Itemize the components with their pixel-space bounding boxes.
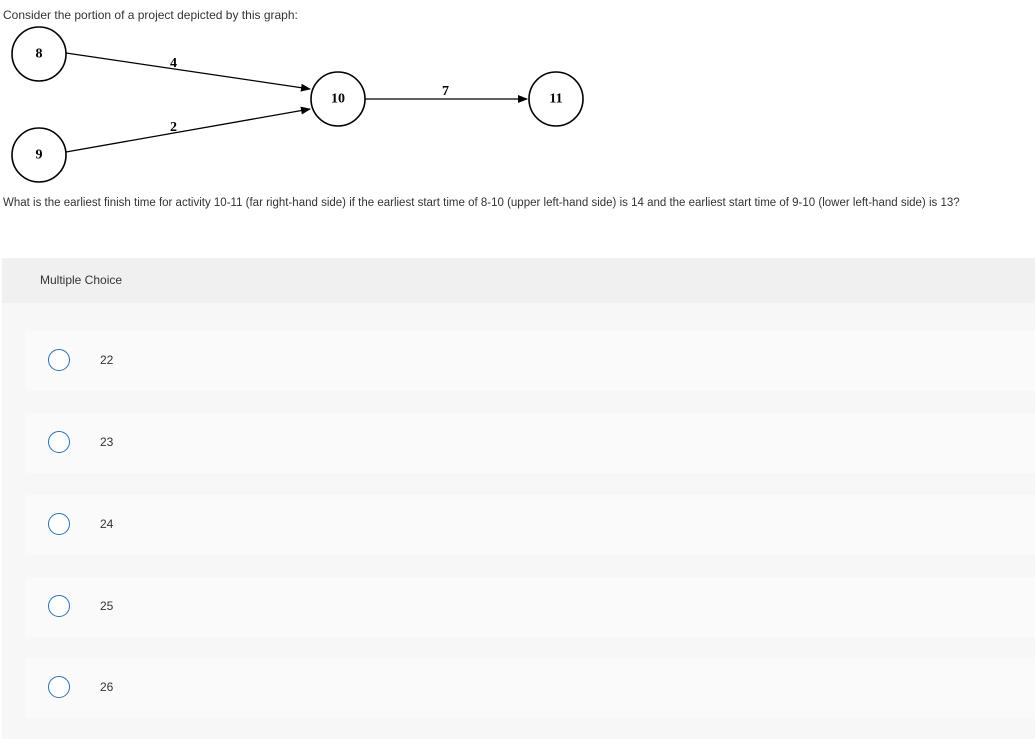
choice-label: 24 — [100, 517, 114, 531]
choice-label: 25 — [100, 599, 114, 613]
choice-option-25[interactable] — [25, 577, 1035, 637]
question-text: What is the earliest finish time for activity 10-11 (far right-hand side) if the earliest start time of 8-10 (upper left-hand side) is 14 and the earliest start time of 9-10 (lower left-hand side) is 13? — [3, 197, 960, 209]
radio-button-icon[interactable] — [48, 513, 70, 535]
node-9-label: 9 — [35, 147, 43, 163]
node-11-label: 11 — [549, 91, 563, 107]
node-11 — [529, 72, 583, 126]
edge-9-10 — [66, 109, 310, 152]
radio-button-icon[interactable] — [48, 349, 70, 371]
edge-8-10-duration: 4 — [170, 56, 177, 71]
multiple-choice-panel — [2, 258, 1035, 739]
choice-label: 23 — [100, 435, 114, 449]
choice-option-24[interactable] — [25, 495, 1035, 555]
node-8-label: 8 — [35, 46, 43, 62]
radio-button-icon[interactable] — [48, 431, 70, 453]
multiple-choice-header-label: Multiple Choice — [40, 273, 123, 287]
node-9 — [12, 128, 66, 182]
choice-option-22[interactable] — [25, 331, 1035, 391]
node-10-label: 10 — [331, 91, 345, 107]
multiple-choice-header — [2, 258, 1035, 303]
choice-option-26[interactable] — [25, 658, 1035, 718]
edge-9-10-duration: 2 — [170, 120, 177, 135]
choice-label: 26 — [100, 680, 114, 694]
choice-label: 22 — [100, 353, 114, 367]
node-8 — [12, 27, 66, 81]
intro-text: Consider the portion of a project depicted by this graph: — [3, 8, 298, 22]
edge-10-11-duration: 7 — [442, 84, 449, 99]
edge-8-10 — [66, 53, 310, 89]
choice-option-23[interactable] — [25, 413, 1035, 473]
project-network-graph — [0, 0, 1035, 195]
node-10 — [311, 72, 365, 126]
radio-button-icon[interactable] — [48, 595, 70, 617]
radio-button-icon[interactable] — [48, 676, 70, 698]
